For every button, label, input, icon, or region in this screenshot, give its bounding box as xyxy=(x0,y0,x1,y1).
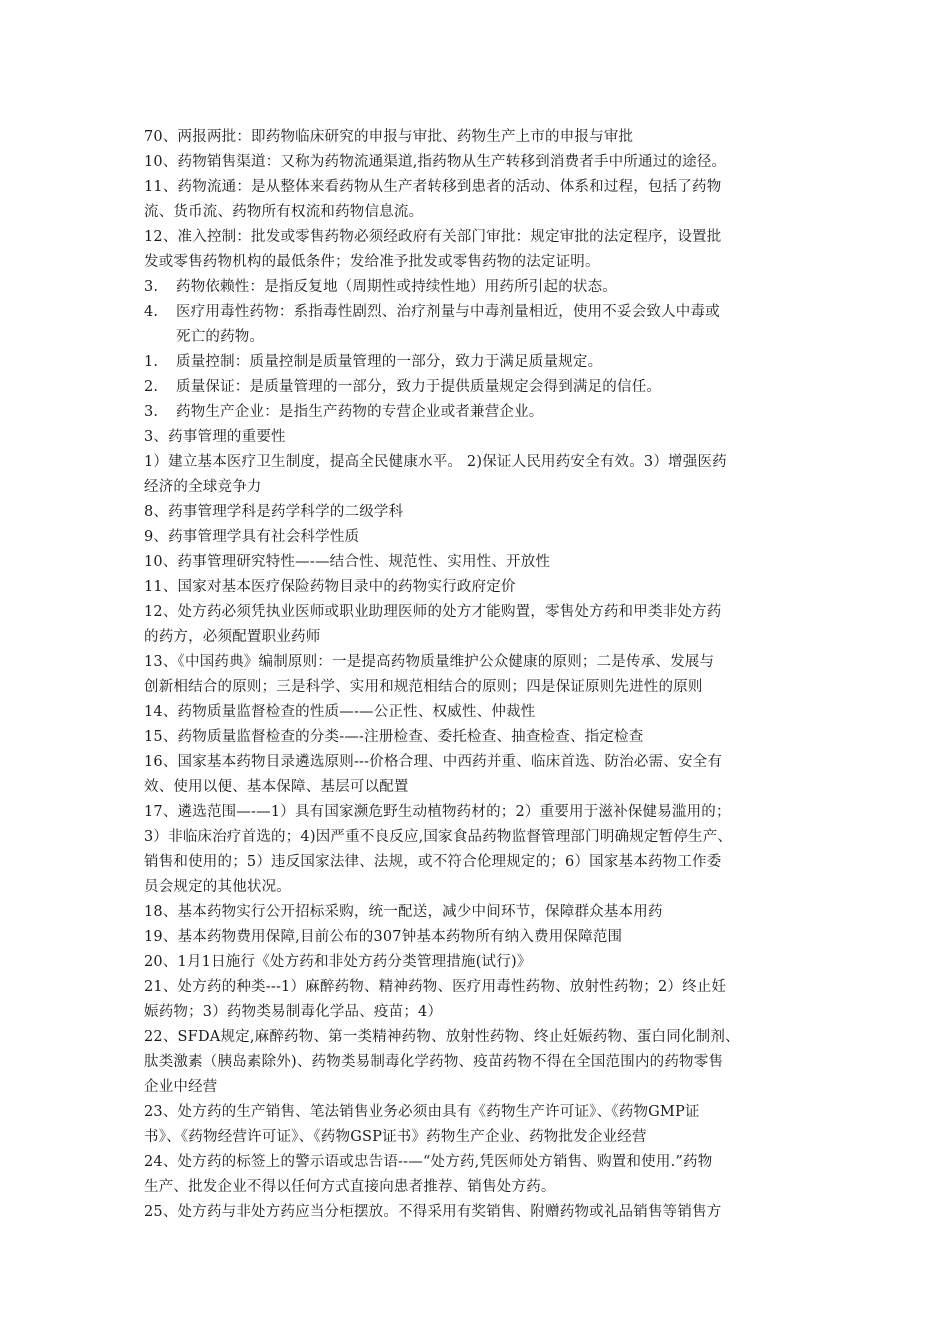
numbered-item xyxy=(144,400,814,425)
item-text: 质量保证：是质量管理的一部分，致力于提供质量规定会得到满足的信任。 xyxy=(176,379,662,395)
item-text: 质量控制：质量控制是质量管理的一部分，致力于满足质量规定。 xyxy=(176,354,603,370)
text-line: 20、1月1日施行《处方药和非处方药分类管理措施(试行)》 xyxy=(144,954,532,970)
item-text: 药物生产企业：是指生产药物的专营企业或者兼营企业。 xyxy=(176,404,544,420)
numbered-item xyxy=(144,375,814,400)
text-line: 的药方，必须配置职业药师 xyxy=(144,629,321,645)
numbered-item xyxy=(144,350,814,375)
numbered-item xyxy=(144,300,814,325)
text-line: 17、遴选范围—-—1）具有国家濒危野生动植物药材的；2）重要用于滋补保健易滥用的； xyxy=(144,804,731,820)
text-line: 企业中经营 xyxy=(144,1079,218,1095)
text-line: 25、处方药与非处方药应当分柜摆放。不得采用有奖销售、附赠药物或礼品销售等销售方 xyxy=(144,1204,722,1220)
text-line: 13、《中国药典》编制原则：一是提高药物质量维护公众健康的原则；二是传承、发展与 xyxy=(144,654,715,670)
text-line: 9、药事管理学具有社会科学性质 xyxy=(144,529,360,545)
text-line: 70、两报两批：即药物临床研究的申报与审批、药物生产上市的申报与审批 xyxy=(144,129,634,145)
text-line: 创新相结合的原则；三是科学、实用和规范相结合的原则；四是保证原则先进性的原则 xyxy=(144,679,703,695)
item-number: 2. xyxy=(144,379,159,395)
text-line: 16、国家基本药物目录遴选原则---价格合理、中西药并重、临床首选、防治必需、安全有 xyxy=(144,754,723,770)
text-line: 娠药物；3）药物类易制毒化学品、疫苗；4） xyxy=(144,1004,443,1020)
text-line: 肽类激素（胰岛素除外)、药物类易制毒化学药物、疫苗药物不得在全国范围内的药物零售 xyxy=(144,1054,724,1070)
text-line: 23、处方药的生产销售、笔法销售业务必须由具有《药物生产许可证》、《药物GMP证 xyxy=(144,1104,700,1120)
text-line: 18、基本药物实行公开招标采购，统一配送，减少中间环节，保障群众基本用药 xyxy=(144,904,663,920)
text-line: 8、药事管理学科是药学科学的二级学科 xyxy=(144,504,404,520)
text-line: 12、准入控制：批发或零售药物必须经政府有关部门审批：规定审批的法定程序，设置批 xyxy=(144,229,722,245)
text-line: 发或零售药物机构的最低条件；发给准予批发或零售药物的法定证明。 xyxy=(144,254,600,270)
item-continuation: 死亡的药物。 xyxy=(176,329,265,345)
text-line: 3）非临床治疗首选的；4)因严重不良反应,国家食品药物监督管理部门明确规定暂停生产、 xyxy=(144,829,733,845)
text-line: 10、药事管理研究特性—-—结合性、规范性、实用性、开放性 xyxy=(144,554,551,570)
text-line: 10、药物销售渠道：又称为药物流通渠道,指药物从生产转移到消费者手中所通过的途径。 xyxy=(144,154,727,170)
document-page xyxy=(144,125,814,1225)
numbered-item xyxy=(144,275,814,300)
text-line: 15、药物质量监督检查的分类-—-注册检查、委托检查、抽查检查、指定检查 xyxy=(144,729,644,745)
text-line: 1）建立基本医疗卫生制度，提高全民健康水平。 2)保证人民用药安全有效。3）增强医药 xyxy=(144,454,727,470)
text-line: 24、处方药的标签上的警示语或忠告语--—“处方药,凭医师处方销售、购置和使用.”药物 xyxy=(144,1154,713,1170)
text-line: 效、使用以便、基本保障、基层可以配置 xyxy=(144,779,409,795)
item-number: 4. xyxy=(144,304,159,320)
text-line: 19、基本药物费用保障,目前公布的307钟基本药物所有纳入费用保障范围 xyxy=(144,929,623,945)
text-line: 11、国家对基本医疗保险药物目录中的药物实行政府定价 xyxy=(144,579,516,595)
text-line: 21、处方药的种类---1）麻醉药物、精神药物、医疗用毒性药物、放射性药物；2）终止妊 xyxy=(144,979,727,995)
text-line: 3、药事管理的重要性 xyxy=(144,429,286,445)
text-line: 12、处方药必须凭执业医师或职业助理医师的处方才能购置，零售处方药和甲类非处方药 xyxy=(144,604,722,620)
text-line: 11、药物流通：是从整体来看药物从生产者转移到患者的活动、体系和过程，包括了药物 xyxy=(144,179,722,195)
item-number: 3. xyxy=(144,404,159,420)
item-text: 药物依赖性：是指反复地（周期性或持续性地）用药所引起的状态。 xyxy=(176,279,617,295)
item-number: 1. xyxy=(144,354,159,370)
text-line: 生产、批发企业不得以任何方式直接向患者推荐、销售处方药。 xyxy=(144,1179,556,1195)
item-number: 3. xyxy=(144,279,159,295)
text-line: 员会规定的其他状况。 xyxy=(144,879,291,895)
text-line: 销售和使用的；5）违反国家法律、法规，或不符合伦理规定的；6）国家基本药物工作委 xyxy=(144,854,722,870)
text-line: 22、SFDA规定,麻醉药物、第一类精神药物、放射性药物、终止妊娠药物、蛋白同化制剂、 xyxy=(144,1029,740,1045)
item-text: 医疗用毒性药物：系指毒性剧烈、治疗剂量与中毒剂量相近，使用不妥会致人中毒或 xyxy=(176,304,720,320)
text-line: 流、货币流、药物所有权流和药物信息流。 xyxy=(144,204,424,220)
text-line: 书》、《药物经营许可证》、《药物GSP证书》药物生产企业、药物批发企业经营 xyxy=(144,1129,647,1145)
text-line: 14、药物质量监督检查的性质—-—公正性、权威性、仲裁性 xyxy=(144,704,536,720)
text-line: 经济的全球竞争力 xyxy=(144,479,262,495)
